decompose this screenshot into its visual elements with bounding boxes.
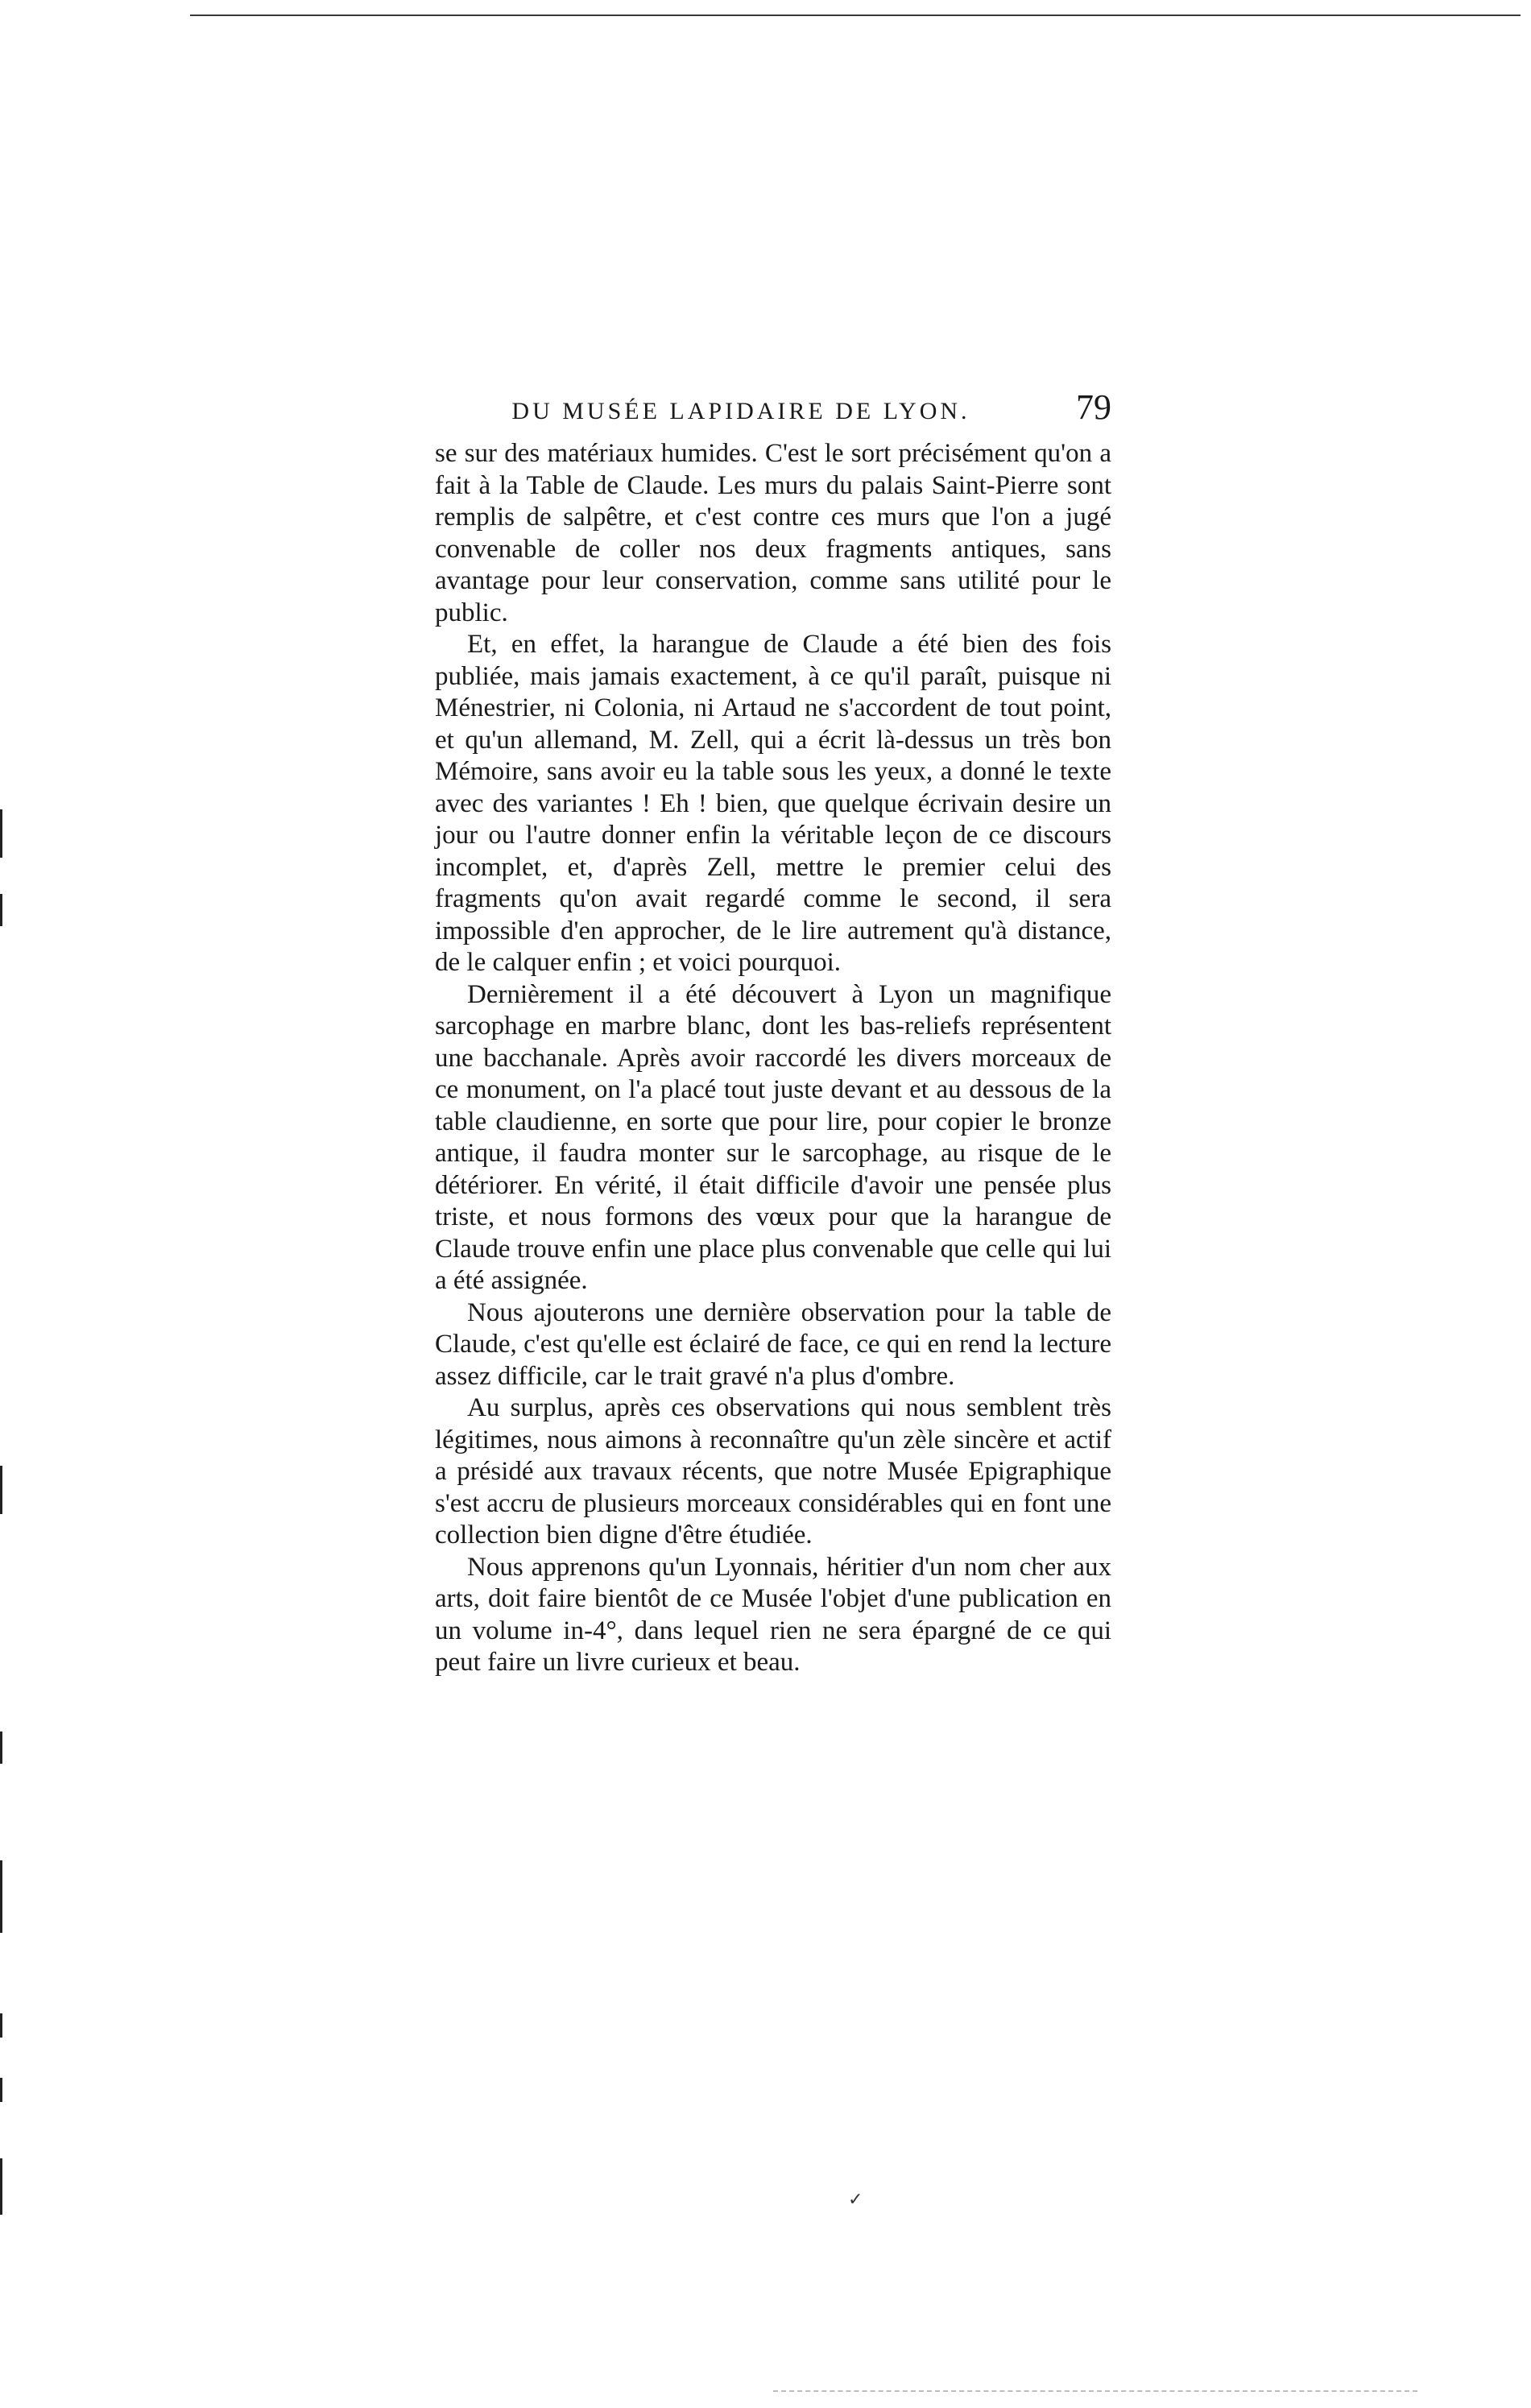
signature-mark: ✓ [848, 2189, 863, 2209]
scan-edge-mark [0, 1732, 2, 1764]
body-text [435, 438, 1111, 1679]
scan-edge-mark [0, 894, 2, 926]
scan-bottom-noise [773, 2390, 1417, 2392]
paragraph: Au surplus, après ces observations qui nous semblent très légitimes, nous aimons à reconnaître qu'un zèle sincère et actif a présidé aux travaux récents, que notre Musée Epigraphique s'est accru de plusieurs morceaux considérables qui en font une collection bien digne d'être étudiée. [435, 1393, 1111, 1549]
paragraph: Dernièrement il a été découvert à Lyon un magnifique sarcophage en marbre blanc, dont les bas-reliefs représentent une bacchanale. Après avoir raccordé les divers morceaux de ce monument, on l'a placé tout juste devant et au dessous de la table claudienne, en sorte que pour lire, pour copier le bronze antique, il faudra monter sur le sarcophage, au risque de le détériorer. En vérité, il était difficile d'avoir une pensée plus triste, et nous formons des vœux pour que la harangue de Claude trouve enfin une place plus convenable que celle qui lui a été assignée. [435, 979, 1111, 1295]
paragraph: Et, en effet, la harangue de Claude a été bien des fois publiée, mais jamais exactement, à ce qu'il paraît, puisque ni Ménestrier, ni Colonia, ni Artaud ne s'accordent de tout point, et qu'un allemand, M. Zell, qui a écrit là-dessus un très bon Mémoire, sans avoir eu la table sous les yeux, a donné le texte avec des variantes ! Eh ! bien, que quelque écrivain desire un jour ou l'autre donner enfin la véritable leçon de ce discours incomplet, et, d'après Zell, mettre le premier celui des fragments qu'on avait regardé comme le second, il sera impossible d'en approcher, de le lire autrement qu'à distance, de le calquer enfin ; et voici pourquoi. [435, 630, 1111, 977]
scan-edge-mark [0, 2158, 2, 2215]
running-head-title: DU MUSÉE LAPIDAIRE DE LYON. [511, 398, 970, 424]
running-head [435, 387, 1111, 438]
scan-edge-mark [0, 809, 2, 858]
page-number: 79 [1076, 387, 1111, 427]
paragraph: Nous apprenons qu'un Lyonnais, héritier d'un nom cher aux arts, doit faire bientôt de ce Musée l'objet d'une publication en un volume in-4°, dans lequel rien ne sera épargné de ce qui peut faire un livre curieux et beau. [435, 1552, 1111, 1677]
scan-edge-mark [0, 2078, 2, 2102]
scan-edge-mark [0, 1860, 2, 1933]
paragraph: se sur des matériaux humides. C'est le sort précisément qu'on a fait à la Table de Claude. Les murs du palais Saint-Pierre sont remplis de salpêtre, et c'est contre ces murs que l'on a jugé convenable de coller nos deux fragments antiques, sans avantage pour leur conservation, comme sans utilité pour le public. [435, 439, 1111, 627]
scan-edge-mark [0, 2013, 2, 2038]
paragraph: Nous ajouterons une dernière observation pour la table de Claude, c'est qu'elle est éclairé de face, ce qui en rend la lecture assez difficile, car le trait gravé n'a plus d'ombre. [435, 1297, 1111, 1391]
scan-edge-mark [0, 1466, 2, 1514]
book-page [435, 387, 1111, 1679]
scan-top-rule [190, 14, 1521, 16]
